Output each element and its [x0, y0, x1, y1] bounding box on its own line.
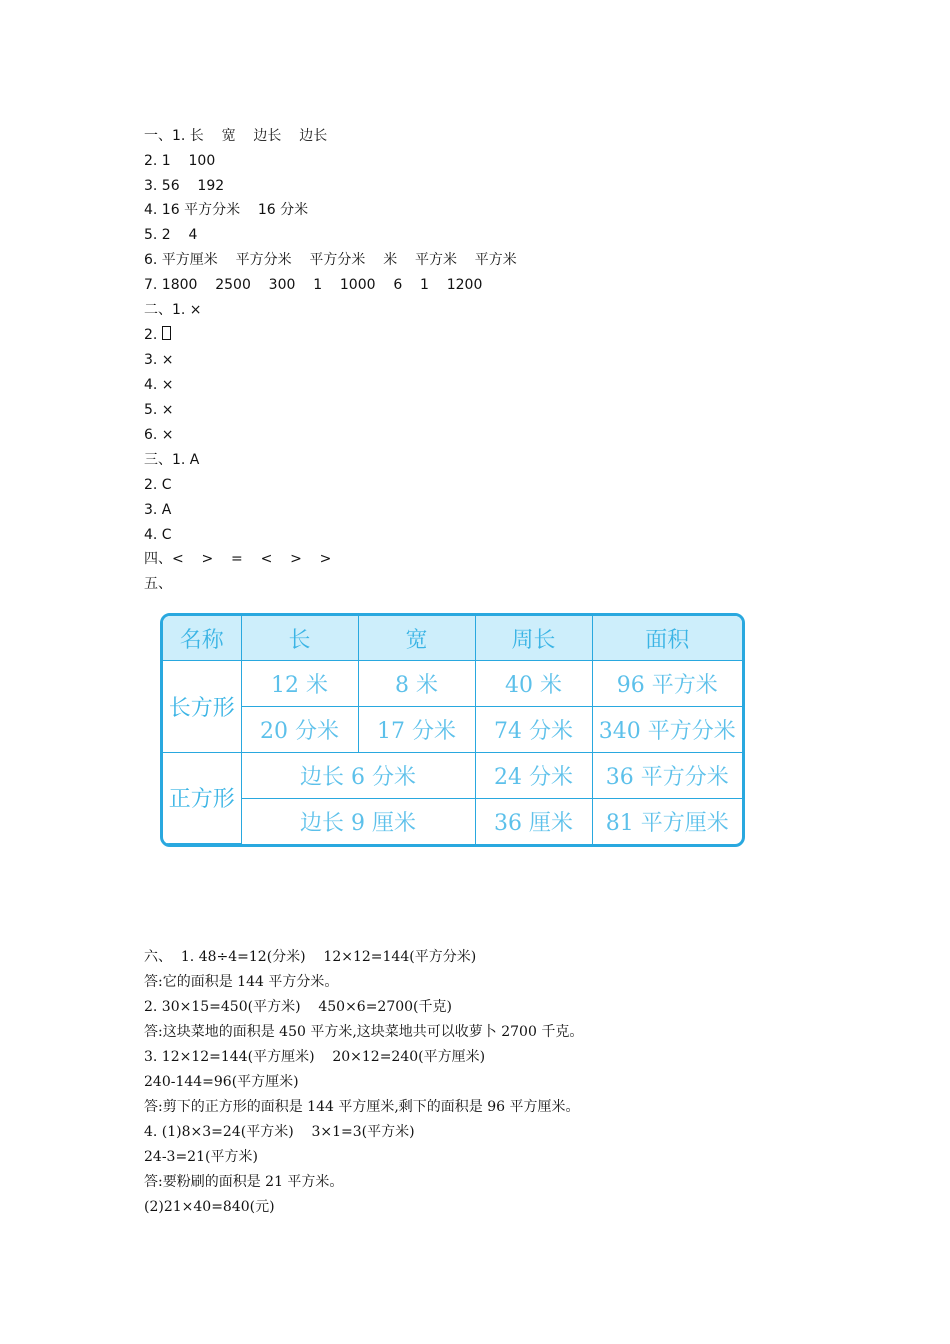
answer-4: 四、< > = < > > [144, 551, 332, 567]
answer-1-3: 3. 56 192 [144, 178, 225, 194]
answer-6-2: 2. 30×15=450(平方米) 450×6=2700(千克) [144, 999, 452, 1015]
answer-3-4: 4. C [144, 527, 172, 543]
table-cell: 20 分米 [241, 706, 358, 752]
table-row [163, 752, 742, 798]
answer-6-1-reply: 答:它的面积是 144 平方分米。 [144, 974, 339, 990]
table-cell: 24 分米 [475, 752, 592, 798]
answer-2-1: 二、1. × [144, 302, 202, 318]
table-cell: 74 分米 [475, 706, 592, 752]
answer-6-3: 3. 12×12=144(平方厘米) 20×12=240(平方厘米) [144, 1049, 486, 1065]
rectangle-label: 长方形 [163, 661, 241, 753]
table-row [163, 661, 742, 707]
table-cell: 17 分米 [358, 706, 475, 752]
table-cell: 36 厘米 [475, 798, 592, 843]
answer-6-4-part2: (2)21×40=840(元) [144, 1199, 275, 1215]
header-length: 长 [241, 616, 358, 661]
answer-2-4: 4. × [144, 377, 174, 393]
answer-6-2-reply: 答:这块菜地的面积是 450 平方米,这块菜地共可以收萝卜 2700 千克。 [144, 1024, 584, 1040]
answer-1-1: 一、1. 长 宽 边长 边长 [144, 128, 328, 144]
answer-2-2-label: 2. [144, 327, 162, 343]
header-area: 面积 [592, 616, 742, 661]
table-row [163, 798, 742, 843]
answer-6-3-reply: 答:剪下的正方形的面积是 144 平方厘米,剩下的面积是 96 平方厘米。 [144, 1099, 580, 1115]
answer-3-1: 三、1. A [144, 452, 200, 468]
table-row [163, 706, 742, 752]
answer-2-5: 5. × [144, 402, 174, 418]
missing-glyph-icon [162, 326, 171, 340]
table-header-row [163, 616, 742, 661]
answer-6-4-step: 24-3=21(平方米) [144, 1149, 258, 1165]
answer-3-3: 3. A [144, 502, 172, 518]
header-name: 名称 [163, 616, 241, 661]
square-label: 正方形 [163, 752, 241, 843]
answer-2-6: 6. × [144, 427, 174, 443]
answer-6-1: 六、 1. 48÷4=12(分米) 12×12=144(平方分米) [144, 949, 477, 965]
answer-2-3: 3. × [144, 352, 174, 368]
answer-1-4: 4. 16 平方分米 16 分米 [144, 202, 309, 218]
answer-1-2: 2. 1 100 [144, 153, 216, 169]
answer-6-4: 4. (1)8×3=24(平方米) 3×1=3(平方米) [144, 1124, 415, 1140]
table-cell: 8 米 [358, 661, 475, 707]
answer-1-7: 7. 1800 2500 300 1 1000 6 1 1200 [144, 277, 483, 293]
answer-6-4-reply: 答:要粉刷的面积是 21 平方米。 [144, 1174, 344, 1190]
table-cell: 340 平方分米 [592, 706, 742, 752]
answer-table [160, 613, 745, 847]
table-cell: 40 米 [475, 661, 592, 707]
answer-5: 五、 [144, 576, 172, 592]
answer-6-3-step: 240-144=96(平方厘米) [144, 1074, 299, 1090]
table-cell: 12 米 [241, 661, 358, 707]
answer-3-2: 2. C [144, 477, 172, 493]
header-width: 宽 [358, 616, 475, 661]
header-perimeter: 周长 [475, 616, 592, 661]
table-cell: 81 平方厘米 [592, 798, 742, 843]
table-cell: 36 平方分米 [592, 752, 742, 798]
answer-1-6: 6. 平方厘米 平方分米 平方分米 米 平方米 平方米 [144, 252, 517, 268]
table-cell: 边长 6 分米 [241, 752, 475, 798]
table-cell: 96 平方米 [592, 661, 742, 707]
table-cell: 边长 9 厘米 [241, 798, 475, 843]
answer-1-5: 5. 2 4 [144, 227, 198, 243]
answer-2-2 [144, 326, 171, 344]
